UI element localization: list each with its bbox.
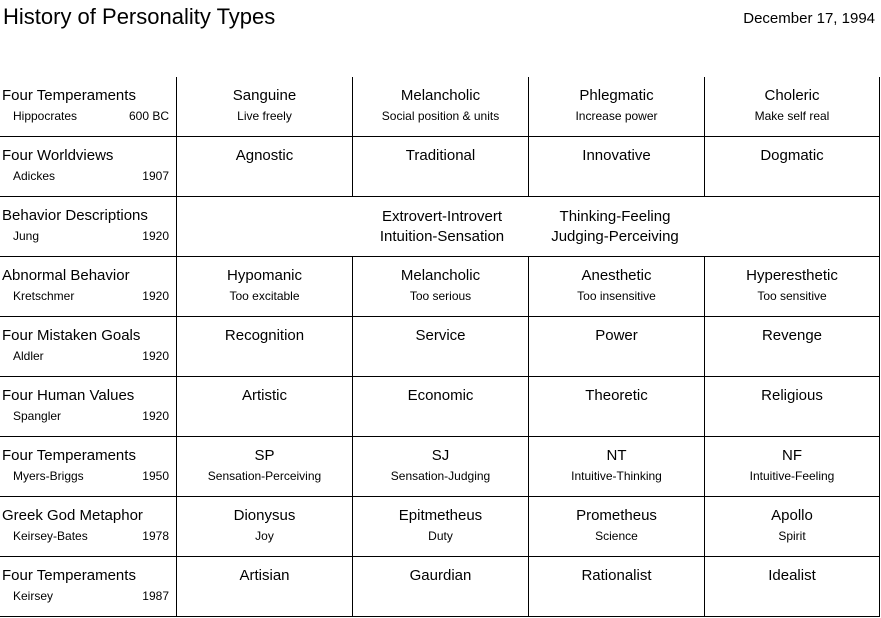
table-cell <box>529 377 705 436</box>
cell-title: Service <box>415 327 466 344</box>
table-cell <box>705 317 880 376</box>
row-label <box>0 257 177 316</box>
cell-title: SP <box>254 447 275 464</box>
span-right-line2: Judging-Perceiving <box>551 228 679 245</box>
table-cell <box>529 77 705 136</box>
cell-title: Idealist <box>768 567 816 584</box>
cell-title: Epitmetheus <box>398 507 483 524</box>
cell-title: Prometheus <box>576 507 657 524</box>
table-cell <box>177 437 353 496</box>
cell-subtitle: Joy <box>255 529 274 543</box>
cell-title: Traditional <box>405 147 476 164</box>
cell-title: Melancholic <box>400 267 481 284</box>
table-row <box>0 317 880 377</box>
cell-subtitle: Too insensitive <box>577 289 656 303</box>
table-cell <box>529 137 705 196</box>
cell-title: Dogmatic <box>760 147 824 164</box>
table-cell <box>353 137 529 196</box>
row-year: 600 BC <box>128 109 169 123</box>
row-label <box>0 317 177 376</box>
cell-title: Economic <box>407 387 474 404</box>
cell-title: Anesthetic <box>581 267 652 284</box>
table-row <box>0 497 880 557</box>
row-name: Greek God Metaphor <box>2 507 143 524</box>
cell-title: Melancholic <box>400 87 481 104</box>
row-name: Four Worldviews <box>2 147 114 164</box>
cell-subtitle: Increase power <box>575 109 658 123</box>
row-name: Four Human Values <box>2 387 135 404</box>
cell-subtitle: Duty <box>428 529 453 543</box>
row-author: Myers-Briggs <box>13 469 84 483</box>
cell-title: SJ <box>431 447 450 464</box>
table-cell <box>353 317 529 376</box>
row-year: 1920 <box>142 229 169 243</box>
table-cell <box>529 557 705 616</box>
cell-subtitle: Sensation-Perceiving <box>207 469 322 483</box>
table-cell <box>529 437 705 496</box>
span-right-line1: Thinking-Feeling <box>559 208 671 225</box>
row-author: Keirsey <box>13 589 54 603</box>
cell-subtitle: Intuitive-Feeling <box>749 469 835 483</box>
table-row <box>0 77 880 137</box>
row-author: Spangler <box>13 409 62 423</box>
table-cell <box>177 257 353 316</box>
table-row <box>0 137 880 197</box>
table-row <box>0 437 880 497</box>
row-label <box>0 197 177 256</box>
cell-title: Religious <box>761 387 823 404</box>
row-name: Four Temperaments <box>2 87 136 104</box>
row-author: Adickes <box>13 169 56 183</box>
cell-title: Power <box>595 327 638 344</box>
table-cell <box>177 497 353 556</box>
cell-title: Agnostic <box>235 147 294 164</box>
table-cell <box>529 497 705 556</box>
row-year: 1950 <box>142 469 169 483</box>
table-cell <box>353 497 529 556</box>
cell-title: Artistic <box>242 387 287 404</box>
table-cell <box>353 257 529 316</box>
table-cell <box>177 557 353 616</box>
cell-title: Innovative <box>582 147 651 164</box>
row-year: 1920 <box>142 409 169 423</box>
table-cell <box>705 557 880 616</box>
table-row <box>0 557 880 617</box>
row-author: Keirsey-Bates <box>13 529 88 543</box>
row-author: Hippocrates <box>13 109 78 123</box>
span-left-line2: Intuition-Sensation <box>379 228 505 245</box>
row-label <box>0 377 177 436</box>
cell-title: Apollo <box>771 507 813 524</box>
row-label <box>0 497 177 556</box>
table-cell <box>705 257 880 316</box>
cell-title: NF <box>782 447 802 464</box>
cell-title: Recognition <box>224 327 305 344</box>
cell-subtitle: Sensation-Judging <box>390 469 491 483</box>
table-cell <box>705 377 880 436</box>
cell-subtitle: Intuitive-Thinking <box>571 469 662 483</box>
cell-title: Hypomanic <box>226 267 303 284</box>
cell-subtitle: Social position & units <box>381 109 500 123</box>
cell-title: Phlegmatic <box>579 87 654 104</box>
cell-title: Hyperesthetic <box>746 267 838 284</box>
table-cell <box>353 77 529 136</box>
cell-title: Rationalist <box>581 567 652 584</box>
spanning-cell <box>177 197 880 256</box>
cell-subtitle: Make self real <box>754 109 830 123</box>
cell-subtitle: Spirit <box>778 529 806 543</box>
table-row <box>0 197 880 257</box>
table-cell <box>353 557 529 616</box>
cell-title: Gaurdian <box>409 567 472 584</box>
row-label <box>0 557 177 616</box>
row-name: Four Temperaments <box>2 567 136 584</box>
table-cell <box>177 377 353 436</box>
table-cell <box>353 377 529 436</box>
table-cell <box>705 77 880 136</box>
cell-title: Choleric <box>764 87 820 104</box>
row-year: 1987 <box>142 589 169 603</box>
span-right-text <box>540 207 690 247</box>
cell-subtitle: Too serious <box>409 289 472 303</box>
cell-subtitle: Too sensitive <box>757 289 827 303</box>
row-label <box>0 137 177 196</box>
cell-title: Sanguine <box>232 87 297 104</box>
cell-title: Revenge <box>761 327 823 344</box>
table-cell <box>529 257 705 316</box>
table-cell <box>177 137 353 196</box>
row-author: Aldler <box>13 349 44 363</box>
cell-title: Dionysus <box>233 507 296 524</box>
row-name: Four Mistaken Goals <box>2 327 141 344</box>
row-name: Abnormal Behavior <box>2 267 130 284</box>
cell-subtitle: Science <box>595 529 638 543</box>
cell-title: Theoretic <box>585 387 648 404</box>
span-left-line1: Extrovert-Introvert <box>381 208 503 225</box>
row-year: 1907 <box>142 169 169 183</box>
table-cell <box>177 317 353 376</box>
span-left-text <box>367 207 517 247</box>
table-cell <box>353 437 529 496</box>
cell-subtitle: Too excitable <box>229 289 300 303</box>
row-year: 1920 <box>142 349 169 363</box>
table-cell <box>705 437 880 496</box>
row-label <box>0 77 177 136</box>
table-cell <box>705 497 880 556</box>
row-author: Kretschmer <box>13 289 75 303</box>
table-cell <box>705 137 880 196</box>
page-title: History of Personality Types <box>3 4 276 29</box>
row-year: 1978 <box>142 529 169 543</box>
row-label <box>0 437 177 496</box>
row-name: Four Temperaments <box>2 447 136 464</box>
table-row <box>0 257 880 317</box>
personality-types-table <box>0 77 880 617</box>
row-author: Jung <box>13 229 40 243</box>
table-cell <box>529 317 705 376</box>
cell-subtitle: Live freely <box>237 109 292 123</box>
row-year: 1920 <box>142 289 169 303</box>
row-name: Behavior Descriptions <box>2 207 148 224</box>
table-row <box>0 377 880 437</box>
cell-title: NT <box>606 447 627 464</box>
document-date: December 17, 1994 <box>743 10 875 27</box>
cell-title: Artisian <box>239 567 290 584</box>
table-cell <box>177 77 353 136</box>
